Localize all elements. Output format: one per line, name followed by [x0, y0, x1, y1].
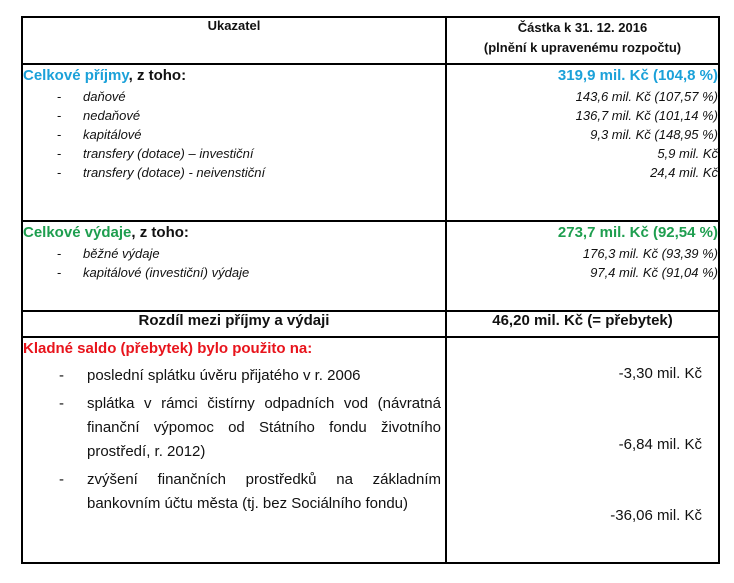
- expenses-title: [23, 222, 445, 244]
- saldo-values: [446, 337, 719, 563]
- income-total: 319,9 mil. Kč (104,8 %): [557, 67, 718, 84]
- expenses-item: - běžné výdaje: [57, 246, 160, 261]
- income-item: - daňové: [57, 89, 126, 104]
- expenses-item-value: 176,3 mil. Kč (93,39 %): [582, 246, 718, 261]
- income-labels: [22, 64, 446, 221]
- saldo-item-value: -36,06 mil. Kč: [610, 507, 702, 524]
- header-amount: [446, 17, 719, 64]
- income-title-rest: , z toho:: [128, 67, 187, 84]
- expenses-item-value: 97,4 mil. Kč (91,04 %): [590, 265, 718, 280]
- income-item-value: 9,3 mil. Kč (148,95 %): [590, 127, 718, 142]
- expenses-title-rest: , z toho:: [131, 224, 189, 241]
- income-item-value: 136,7 mil. Kč (101,14 %): [575, 108, 718, 123]
- expenses-item: - kapitálové (investiční) výdaje: [57, 265, 250, 280]
- income-items-list: [23, 87, 445, 182]
- income-title-colored: Celkové příjmy: [23, 67, 129, 84]
- expenses-total: 273,7 mil. Kč (92,54 %): [557, 224, 718, 241]
- saldo-item: - splátka v rámci čistírny odpadních vod (návratná finanční výpomoc od Státního fondu životního prostředí, r. 2012): [59, 395, 441, 460]
- expenses-labels: [22, 221, 446, 311]
- saldo-item-value: -3,30 mil. Kč: [618, 365, 702, 382]
- difference-label: Rozdíl mezi příjmy a výdaji: [22, 311, 446, 337]
- header-indicator: Ukazatel: [22, 17, 446, 64]
- income-values: [446, 64, 719, 221]
- income-item-value: 143,6 mil. Kč (107,57 %): [575, 89, 718, 104]
- expenses-title-colored: Celkové výdaje: [23, 224, 132, 241]
- income-item: - kapitálové: [57, 127, 142, 142]
- income-title: [23, 65, 445, 87]
- header-amount-line2: (plnění k upravenému rozpočtu): [483, 40, 682, 55]
- income-item: - transfery (dotace) - neivenstiční: [57, 165, 266, 180]
- saldo-item: - zvýšení finančních prostředků na základním bankovním účtu města (tj. bez Sociálního fondu): [59, 471, 441, 512]
- saldo-labels: [22, 337, 446, 563]
- header-row: [22, 17, 719, 64]
- header-amount-line1: Částka k 31. 12. 2016: [517, 20, 648, 35]
- expenses-row: [22, 221, 719, 311]
- income-item: - nedaňové: [57, 108, 141, 123]
- expenses-items-list: [23, 244, 445, 282]
- income-row: [22, 64, 719, 221]
- income-item-value: 5,9 mil. Kč: [657, 146, 718, 161]
- budget-table: [21, 16, 720, 564]
- saldo-item-value: -6,84 mil. Kč: [618, 436, 702, 453]
- difference-value: 46,20 mil. Kč (= přebytek): [446, 311, 719, 337]
- income-item-value: 24,4 mil. Kč: [650, 165, 718, 180]
- saldo-item: - poslední splátku úvěru přijatého v r. 2006: [59, 367, 361, 384]
- saldo-items-list: [23, 364, 445, 516]
- income-item: - transfery (dotace) – investiční: [57, 146, 254, 161]
- saldo-row: [22, 337, 719, 563]
- saldo-title: Kladné saldo (přebytek) bylo použito na:: [23, 340, 313, 357]
- expenses-values: [446, 221, 719, 311]
- difference-row: [22, 311, 719, 337]
